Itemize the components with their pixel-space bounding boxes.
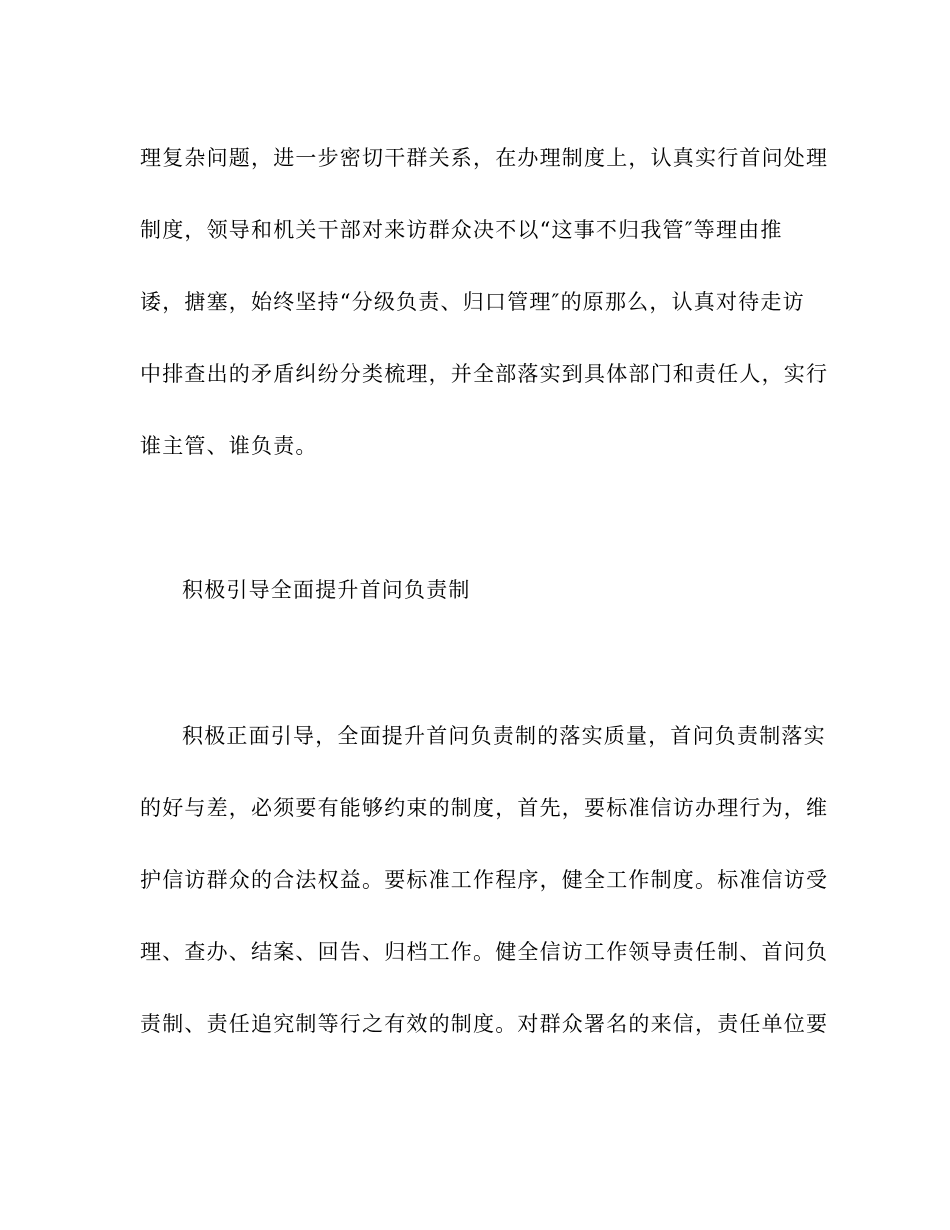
paragraph-2-line-2: 的好与差，必须要有能够约束的制度，首先，要标准信访办理行为，维	[140, 796, 829, 820]
paragraph-2-line-5: 责制、责任追究制等行之有效的制度。对群众署名的来信，责任单位要	[140, 1012, 829, 1036]
paragraph-2-line-4: 理、查办、结案、回告、归档工作。健全信访工作领导责任制、首问负	[140, 940, 829, 964]
paragraph-1-line-1: 理复杂问题，进一步密切干群关系，在办理制度上，认真实行首问处理	[140, 146, 829, 170]
paragraph-2-line-1: 积极正面引导，全面提升首问负责制的落实质量，首问负责制落实	[182, 724, 826, 748]
paragraph-1-line-5: 谁主管、谁负责。	[140, 434, 318, 458]
paragraph-1-line-4: 中排查出的矛盾纠纷分类梳理，并全部落实到具体部门和责任人，实行	[140, 362, 829, 386]
paragraph-2-line-3: 护信访群众的合法权益。要标准工作程序，健全工作制度。标准信访受	[140, 868, 829, 892]
paragraph-1-line-3: 诿，搪塞，始终坚持“分级负责、归口管理″的原那么，认真对待走访	[140, 290, 805, 314]
paragraph-1-line-2: 制度，领导和机关干部对来访群众决不以“这事不归我管″等理由推	[140, 218, 783, 242]
section-heading: 积极引导全面提升首问负责制	[182, 578, 471, 602]
